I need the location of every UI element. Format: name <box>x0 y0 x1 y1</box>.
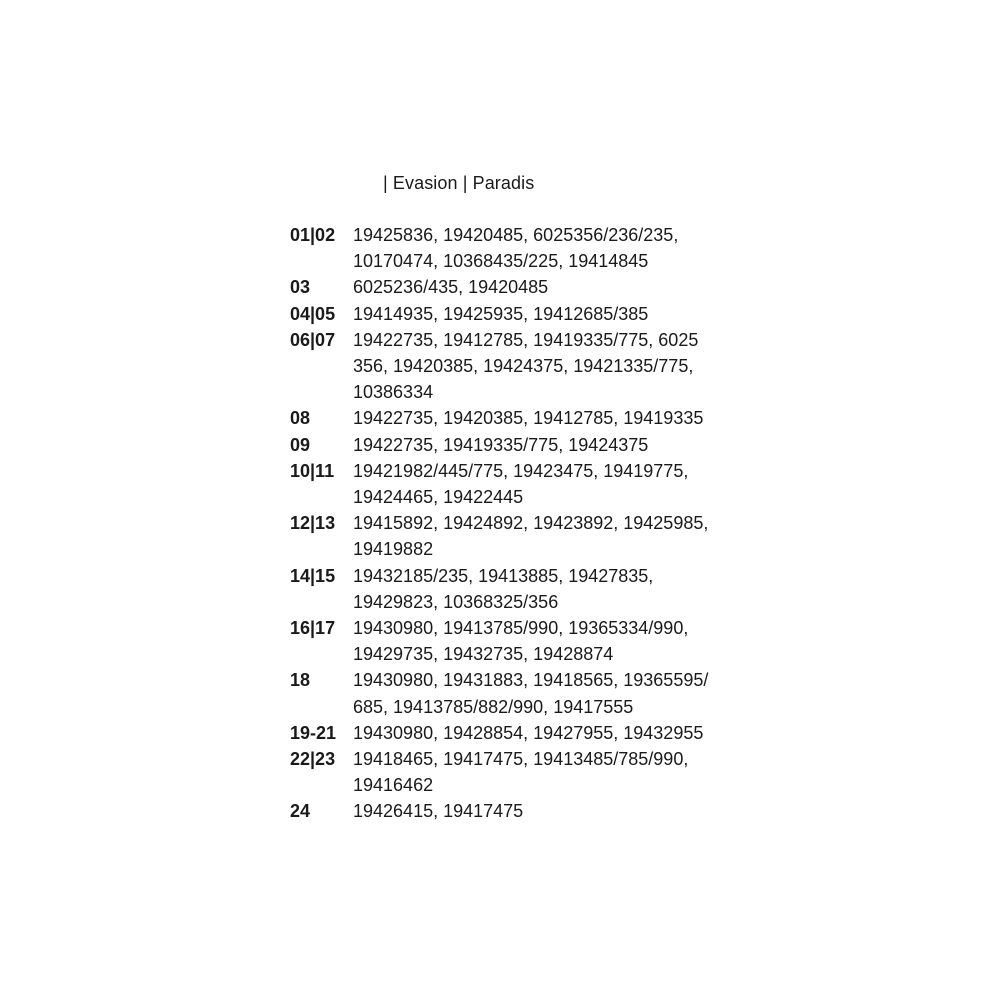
article-numbers: 19430980, 19431883, 19418565, 19365595/ 685, 19413785/882/990, 19417555 <box>353 670 709 717</box>
page-range: 03 <box>290 277 311 298</box>
list-item <box>290 746 760 798</box>
page-range: 14|15 <box>290 565 336 586</box>
list-item <box>290 274 760 300</box>
page-range: 16|17 <box>290 618 336 639</box>
article-numbers: 19425836, 19420485, 6025356/236/235, 10170474, 10368435/225, 19414845 <box>353 225 679 272</box>
article-numbers: 19414935, 19425935, 19412685/385 <box>353 303 649 324</box>
list-item <box>290 720 760 746</box>
article-numbers: 19415892, 19424892, 19423892, 19425985, 19419882 <box>353 513 709 560</box>
page-title: | Evasion | Paradis <box>383 173 535 193</box>
page-range: 24 <box>290 801 311 822</box>
page-range: 19-21 <box>290 722 337 743</box>
list-item <box>290 458 760 510</box>
list-item <box>290 510 760 562</box>
page-range: 06|07 <box>290 329 336 350</box>
page-range: 08 <box>290 408 311 429</box>
page-range: 22|23 <box>290 749 336 770</box>
list-item <box>290 222 760 274</box>
page-range: 12|13 <box>290 513 336 534</box>
list-item <box>290 432 760 458</box>
list-item <box>290 301 760 327</box>
article-numbers: 19422735, 19412785, 19419335/775, 6025 356, 19420385, 19424375, 19421335/775, 10386334 <box>353 329 699 403</box>
page-range: 18 <box>290 670 311 691</box>
article-numbers: 19430980, 19413785/990, 19365334/990, 19429735, 19432735, 19428874 <box>353 618 689 665</box>
page-range: 09 <box>290 434 311 455</box>
list-item <box>290 563 760 615</box>
list-item <box>290 667 760 719</box>
page-range: 10|11 <box>290 460 335 481</box>
article-numbers: 19422735, 19420385, 19412785, 19419335 <box>353 408 704 429</box>
article-numbers: 19421982/445/775, 19423475, 19419775, 19424465, 19422445 <box>353 460 689 508</box>
list-item <box>290 405 760 431</box>
list-item <box>290 615 760 667</box>
article-numbers: 19422735, 19419335/775, 19424375 <box>353 434 649 455</box>
article-numbers: 19430980, 19428854, 19427955, 19432955 <box>353 722 704 743</box>
list-item <box>290 798 760 824</box>
article-numbers: 6025236/435, 19420485 <box>353 277 549 298</box>
reference-list <box>290 222 760 825</box>
article-numbers: 19426415, 19417475 <box>353 801 524 822</box>
page-range: 04|05 <box>290 303 336 324</box>
article-numbers: 19418465, 19417475, 19413485/785/990, 19416462 <box>353 749 689 796</box>
article-numbers: 19432185/235, 19413885, 19427835, 19429823, 10368325/356 <box>353 565 654 612</box>
page-range: 01|02 <box>290 225 336 245</box>
list-item <box>290 327 760 406</box>
